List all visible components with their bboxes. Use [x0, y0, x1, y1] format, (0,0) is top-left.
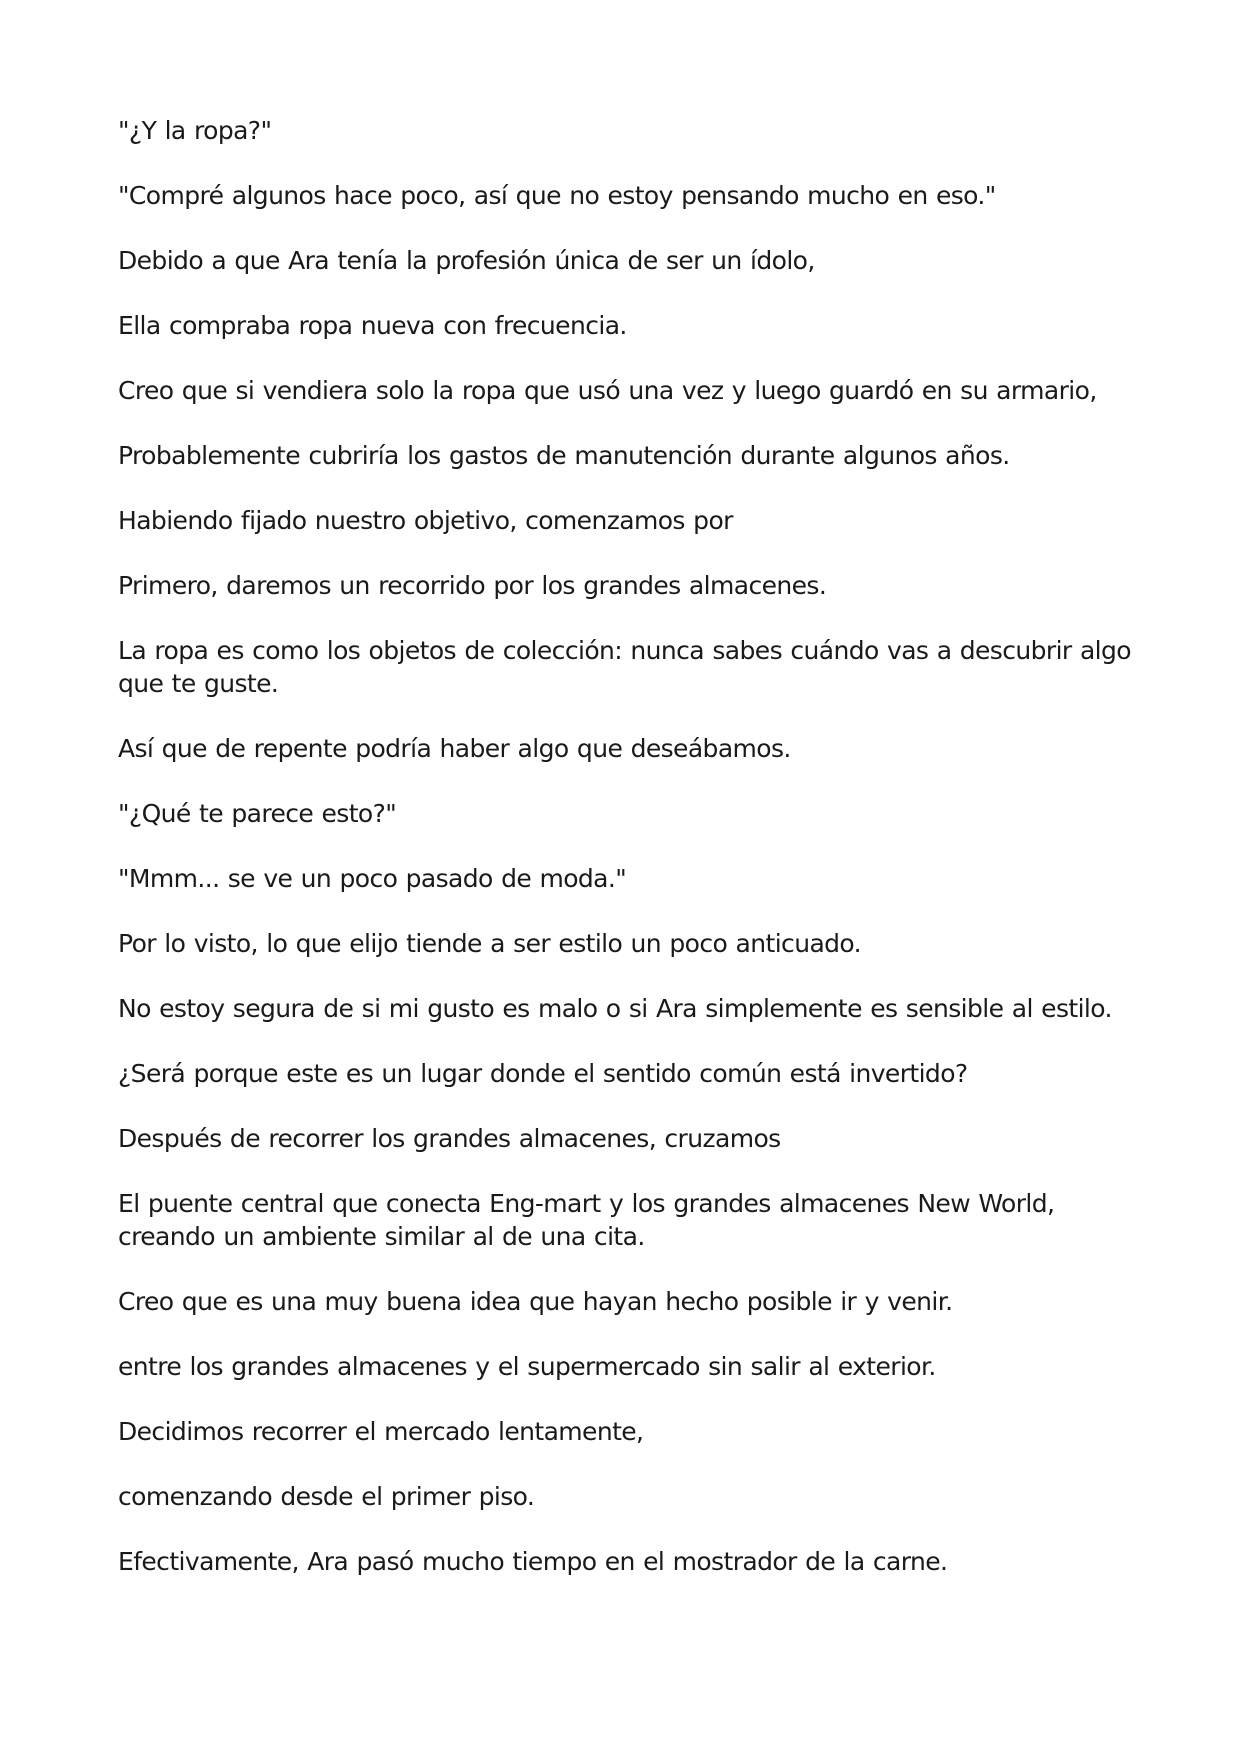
paragraph: Decidimos recorrer el mercado lentamente, — [118, 1417, 644, 1446]
paragraph: "Mmm... se ve un poco pasado de moda." — [118, 864, 627, 893]
paragraph: Efectivamente, Ara pasó mucho tiempo en el mostrador de la carne. — [118, 1547, 948, 1576]
paragraph: Así que de repente podría haber algo que deseábamos. — [118, 734, 791, 763]
paragraph: Primero, daremos un recorrido por los grandes almacenes. — [118, 571, 827, 600]
paragraph: entre los grandes almacenes y el supermercado sin salir al exterior. — [118, 1352, 936, 1381]
paragraph: Creo que es una muy buena idea que hayan hecho posible ir y venir. — [118, 1287, 953, 1316]
paragraph: Después de recorrer los grandes almacenes, cruzamos — [118, 1124, 781, 1153]
paragraph: "Compré algunos hace poco, así que no estoy pensando mucho en eso." — [118, 181, 996, 210]
paragraph: "¿Qué te parece esto?" — [118, 799, 397, 828]
paragraph: Probablemente cubriría los gastos de manutención durante algunos años. — [118, 441, 1010, 470]
paragraph: "¿Y la ropa?" — [118, 116, 272, 145]
paragraph: La ropa es como los objetos de colección: nunca sabes cuándo vas a descubrir algo que te guste. — [118, 636, 1131, 698]
paragraph: ¿Será porque este es un lugar donde el sentido común está invertido? — [118, 1059, 968, 1088]
paragraph: Debido a que Ara tenía la profesión única de ser un ídolo, — [118, 246, 815, 275]
paragraph: Habiendo fijado nuestro objetivo, comenzamos por — [118, 506, 733, 535]
paragraph: Creo que si vendiera solo la ropa que usó una vez y luego guardó en su armario, — [118, 376, 1097, 405]
paragraph: comenzando desde el primer piso. — [118, 1482, 535, 1511]
paragraph: Por lo visto, lo que elijo tiende a ser estilo un poco anticuado. — [118, 929, 862, 958]
paragraph: El puente central que conecta Eng-mart y los grandes almacenes New World, creando un ambiente similar al de una cita. — [118, 1189, 1055, 1251]
paragraph: No estoy segura de si mi gusto es malo o si Ara simplemente es sensible al estilo. — [118, 994, 1112, 1023]
paragraph: Ella compraba ropa nueva con frecuencia. — [118, 311, 627, 340]
